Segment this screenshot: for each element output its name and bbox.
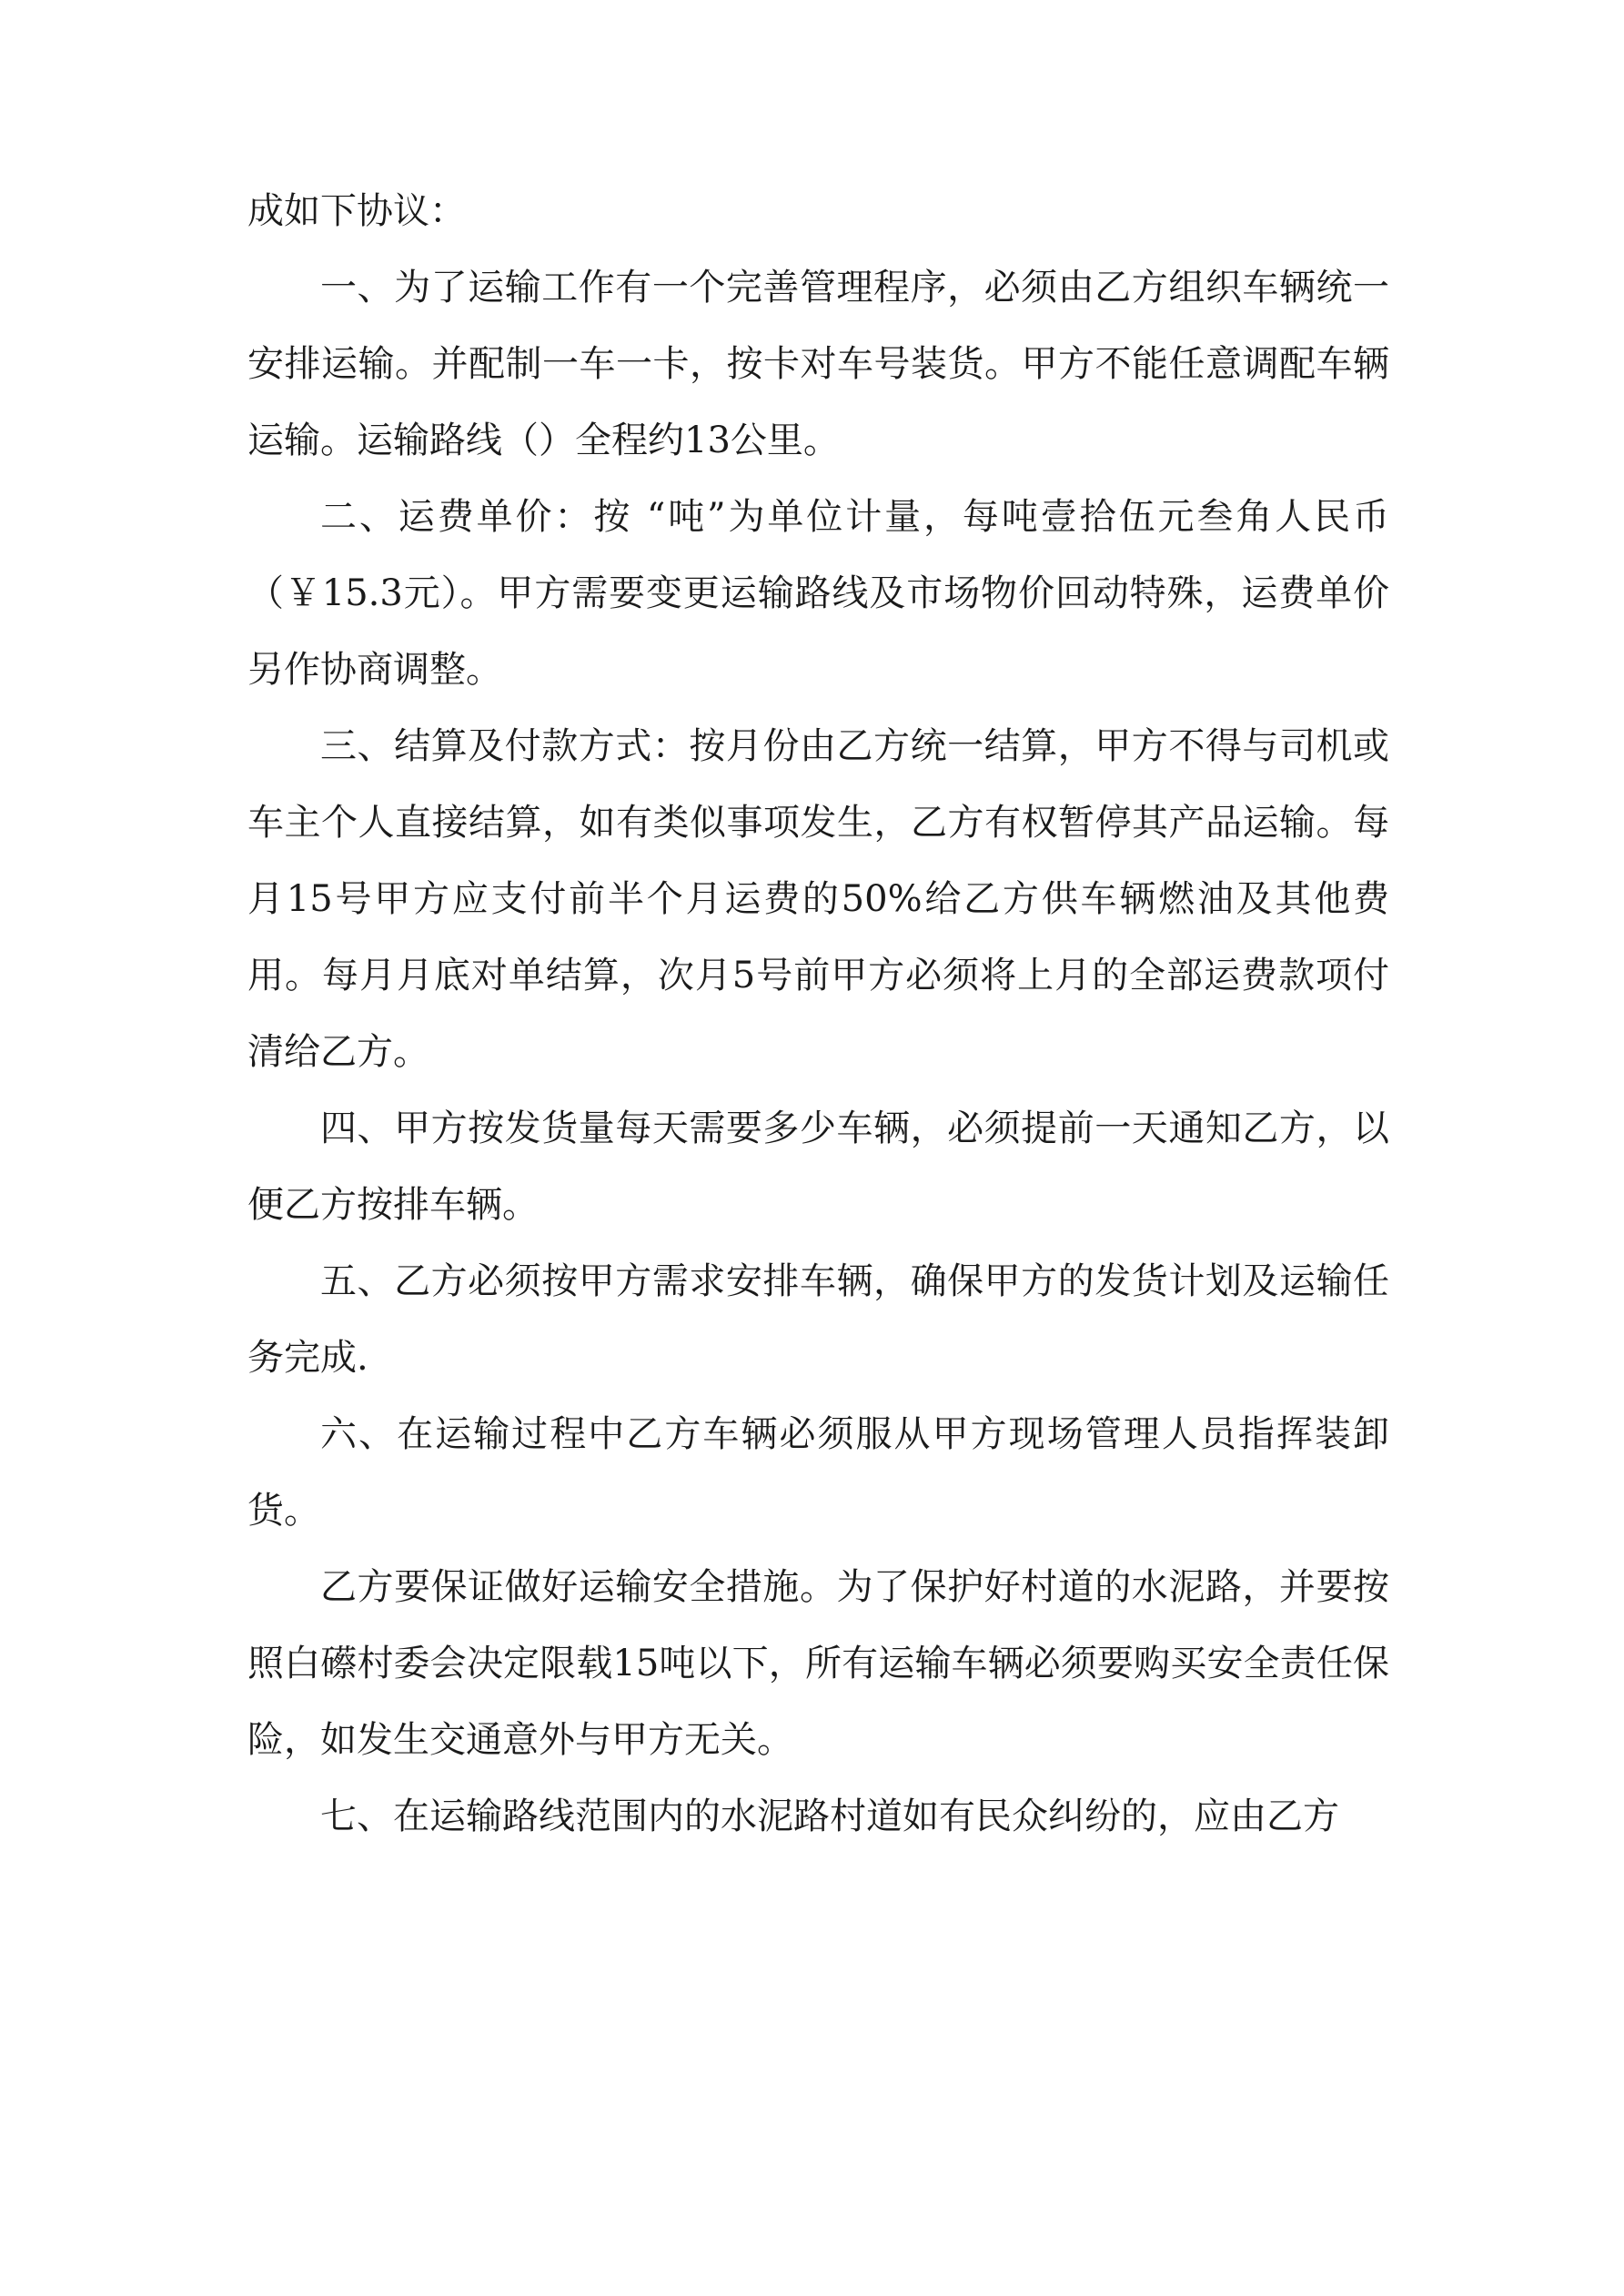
- paragraph-clause-3: 三、结算及付款方式：按月份由乙方统一结算，甲方不得与司机或车主个人直接结算，如有类似事项发生，乙方有权暂停其产品运输。每月15号甲方应支付前半个月运费的50%给乙方供车辆燃油及其他费用。每月月底对单结算，次月5号前甲方必须将上月的全部运费款项付清给乙方。: [247, 725, 1389, 1073]
- paragraph-clause-6: 六、在运输过程中乙方车辆必须服从甲方现场管理人员指挥装卸货。: [247, 1413, 1389, 1532]
- paragraph-safety-note: 乙方要保证做好运输安全措施。为了保护好村道的水泥路，并要按照白礤村委会决定限载15吨以下，所有运输车辆必须要购买安全责任保险，如发生交通意外与甲方无关。: [247, 1566, 1389, 1761]
- paragraph-opening: 成如下协议：: [247, 190, 466, 232]
- document-body: [247, 173, 1389, 1855]
- paragraph-clause-4: 四、甲方按发货量每天需要多少车辆，必须提前一天通知乙方，以便乙方按排车辆。: [247, 1108, 1389, 1226]
- paragraph-clause-5: 五、乙方必须按甲方需求安排车辆，确保甲方的发货计划及运输任务完成.: [247, 1260, 1389, 1379]
- paragraph-clause-1: 一、为了运输工作有一个完善管理程序，必须由乙方组织车辆统一安排运输。并配制一车一卡，按卡对车号装货。甲方不能任意调配车辆运输。运输路线（）全程约13公里。: [247, 267, 1389, 461]
- paragraph-clause-2: 二、运费单价：按 “吨”为单位计量，每吨壹拾伍元叁角人民币（￥15.3元）。甲方需要变更运输路线及市场物价回动特殊，运费单价另作协商调整。: [247, 496, 1389, 691]
- paragraph-clause-7: 七、在运输路线范围内的水泥路村道如有民众纠纷的，应由乙方: [320, 1795, 1339, 1837]
